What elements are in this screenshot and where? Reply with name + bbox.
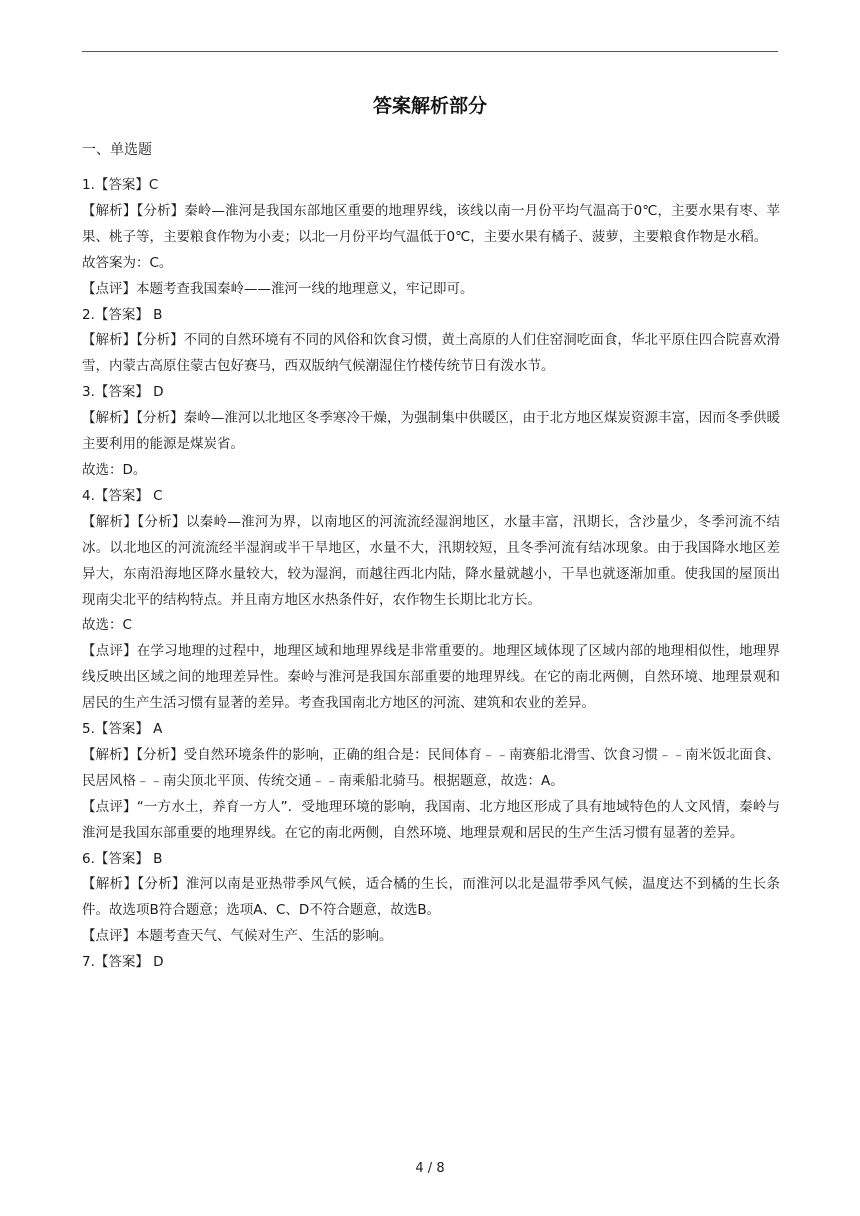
analysis-paragraph: 【解析】【分析】秦岭—淮河是我国东部地区重要的地理界线，该线以南一月份平均气温高于0℃，主要水果有枣、苹果、桃子等，主要粮食作物为小麦；以北一月份平均气温低于0℃，主要水果有橘子、菠萝，主要粮食作物是水稻。: [82, 202, 780, 245]
answer-line: 1.【答案】C: [82, 177, 159, 193]
answer-line: 7.【答案】 D: [82, 954, 164, 971]
conclusion-line: 故选：C: [82, 617, 132, 634]
comment-paragraph: 【点评】本题考查天气、气候对生产、生活的影响。: [82, 928, 393, 945]
analysis-paragraph: 【解析】【分析】淮河以南是亚热带季风气候，适合橘的生长，而淮河以北是温带季风气候，温度达不到橘的生长条件。故选项B符合题意；选项A、C、D不符合题意，故选B。: [82, 876, 780, 919]
analysis-paragraph: 【解析】【分析】秦岭—淮河以北地区冬季寒冷干燥，为强制集中供暖区，由于北方地区煤炭资源丰富，因而冬季供暖主要利用的能源是煤炭省。: [82, 410, 780, 453]
section-heading: 一、单选题: [82, 142, 152, 158]
answer-line: 3.【答案】 D: [82, 384, 164, 401]
answer-line: 5.【答案】 A: [82, 721, 163, 738]
analysis-paragraph: 【解析】【分析】不同的自然环境有不同的风俗和饮食习惯，黄土高原的人们住窑洞吃面食，华北平原住四合院喜欢滑雪，内蒙古高原住蒙古包好赛马，西双版纳气候潮湿住竹楼传统节日有泼水节。: [82, 332, 780, 375]
answer-line: 4.【答案】 C: [82, 487, 163, 504]
answer-list: [82, 173, 780, 976]
page-number: 4 / 8: [415, 1161, 445, 1176]
conclusion-line: 故答案为：C。: [82, 254, 173, 271]
comment-paragraph: 【点评】在学习地理的过程中，地理区域和地理界线是非常重要的。地理区域体现了区域内部的地理相似性，地理界线反映出区域之间的地理差异性。秦岭与淮河是我国东部重要的地理界线。在它的南北两侧，自然环境、地理景观和居民的生产生活习惯有显著的差异。考查我国南北方地区的河流、建筑和农业的差异。: [82, 643, 780, 712]
answer-line: 6.【答案】 B: [82, 850, 163, 867]
answer-line: 2.【答案】 B: [82, 306, 163, 323]
comment-paragraph: 【点评】“一方水土，养育一方人”．受地理环境的影响，我国南、北方地区形成了具有地域特色的人文风情，秦岭与淮河是我国东部重要的地理界线。在它的南北两侧，自然环境、地理景观和居民的生产生活习惯有显著的差异。: [82, 798, 780, 841]
page-title: 答案解析部分: [372, 95, 487, 117]
analysis-paragraph: 【解析】【分析】受自然环境条件的影响，正确的组合是：民间体育﹣﹣南赛船北滑雪、饮食习惯﹣﹣南米饭北面食、民居风格﹣﹣南尖顶北平顶、传统交通﹣﹣南乘船北骑马。根据题意，故选：A。: [82, 746, 780, 789]
conclusion-line: 故选：D。: [82, 461, 147, 478]
header-rule: [82, 51, 778, 52]
comment-paragraph: 【点评】本题考查我国秦岭——淮河一线的地理意义，牢记即可。: [82, 280, 474, 297]
analysis-paragraph: 【解析】【分析】以秦岭—淮河为界，以南地区的河流流经湿润地区，水量丰富，汛期长，含沙量少，冬季河流不结冰。以北地区的河流流经半湿润或半干旱地区，水量不大，汛期较短，且冬季河流有结冰现象。由于我国降水地区差异大，东南沿海地区降水量较大，较为湿润，而越往西北内陆，降水量就越小，干旱也就逐渐加重。使我国的屋顶出现南尖北平的结构特点。并且南方地区水热条件好，农作物生长期比北方长。: [82, 513, 780, 608]
